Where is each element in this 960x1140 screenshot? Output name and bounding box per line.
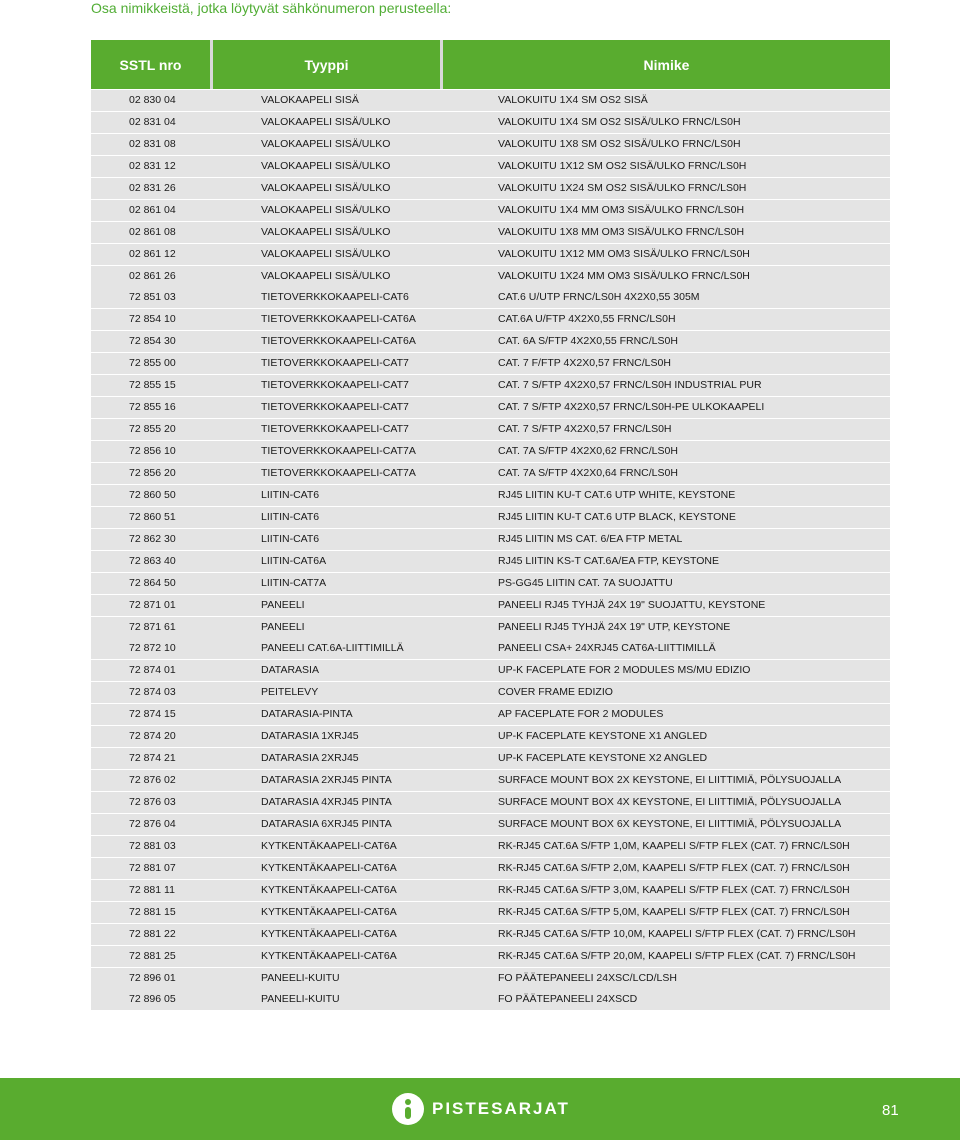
cell-sstl-nro: 72 855 00: [129, 357, 176, 370]
cell-nimike: CAT. 7A S/FTP 4X2X0,62 FRNC/LS0H: [498, 445, 678, 457]
cell-sstl-nro: 02 831 26: [129, 181, 176, 194]
cell-nimike: FO PÄÄTEPANEELI 24XSC/LCD/LSH: [498, 971, 677, 984]
cell-tyyppi: DATARASIA 2XRJ45 PINTA: [261, 774, 392, 787]
cell-nimike: RK-RJ45 CAT.6A S/FTP 1,0M, KAAPELI S/FTP FLEX (CAT. 7) FRNC/LS0H: [498, 839, 850, 852]
cell-tyyppi: TIETOVERKKOKAAPELI-CAT7A: [261, 466, 416, 479]
cell-nimike: VALOKUITU 1X12 MM OM3 SISÄ/ULKO FRNC/LS0H: [498, 247, 750, 260]
table-row: [91, 770, 890, 791]
table-row: [91, 266, 890, 287]
cell-nimike: RK-RJ45 CAT.6A S/FTP 2,0M, KAAPELI S/FTP FLEX (CAT. 7) FRNC/LS0H: [498, 861, 850, 874]
cell-tyyppi: VALOKAAPELI SISÄ/ULKO: [261, 247, 391, 260]
cell-tyyppi: LIITIN-CAT6A: [261, 554, 327, 567]
table-row: [91, 287, 890, 308]
table-row: [91, 792, 890, 813]
cell-sstl-nro: 72 874 15: [129, 708, 176, 721]
cell-nimike: RK-RJ45 CAT.6A S/FTP 10,0M, KAAPELI S/FTP FLEX (CAT. 7) FRNC/LS0H: [498, 927, 856, 940]
cell-sstl-nro: 02 861 26: [129, 269, 176, 282]
table-row: [91, 397, 890, 418]
table-row: [91, 748, 890, 769]
cell-sstl-nro: 72 874 20: [129, 730, 176, 743]
cell-tyyppi: LIITIN-CAT6: [261, 510, 320, 523]
cell-sstl-nro: 02 830 04: [129, 94, 176, 106]
cell-tyyppi: VALOKAAPELI SISÄ/ULKO: [261, 181, 391, 194]
table-row: [91, 353, 890, 374]
cell-tyyppi: DATARASIA: [261, 664, 319, 677]
cell-nimike: CAT. 7 S/FTP 4X2X0,57 FRNC/LS0H INDUSTRIAL PUR: [498, 379, 762, 392]
table-row: [91, 814, 890, 835]
cell-tyyppi: KYTKENTÄKAAPELI-CAT6A: [261, 883, 397, 896]
cell-tyyppi: LIITIN-CAT6: [261, 532, 320, 545]
table-row: [91, 682, 890, 703]
cell-tyyppi: TIETOVERKKOKAAPELI-CAT7: [261, 379, 409, 392]
cell-nimike: RJ45 LIITIN MS CAT. 6/EA FTP METAL: [498, 532, 683, 545]
cell-tyyppi: TIETOVERKKOKAAPELI-CAT7A: [261, 445, 416, 457]
cell-sstl-nro: 02 831 04: [129, 115, 176, 128]
table-row: [91, 112, 890, 133]
cell-nimike: VALOKUITU 1X4 MM OM3 SISÄ/ULKO FRNC/LS0H: [498, 203, 745, 216]
cell-nimike: SURFACE MOUNT BOX 2X KEYSTONE, EI LIITTIMIÄ, PÖLYSUOJALLA: [498, 774, 842, 787]
cell-sstl-nro: 72 881 07: [129, 861, 176, 874]
cell-tyyppi: KYTKENTÄKAAPELI-CAT6A: [261, 905, 397, 918]
table-row: [91, 638, 890, 659]
cell-sstl-nro: 72 871 01: [129, 598, 176, 611]
cell-sstl-nro: 72 874 21: [129, 752, 176, 765]
cell-sstl-nro: 72 896 05: [129, 993, 176, 1006]
cell-sstl-nro: 72 851 03: [129, 291, 176, 304]
cell-nimike: VALOKUITU 1X24 MM OM3 SISÄ/ULKO FRNC/LS0H: [498, 269, 750, 282]
cell-nimike: UP-K FACEPLATE FOR 2 MODULES MS/MU EDIZIO: [498, 664, 751, 677]
table-row: [91, 375, 890, 396]
cell-tyyppi: KYTKENTÄKAAPELI-CAT6A: [261, 949, 397, 962]
cell-sstl-nro: 72 874 03: [129, 686, 176, 699]
cell-nimike: CAT. 7A S/FTP 4X2X0,64 FRNC/LS0H: [498, 466, 678, 479]
cell-tyyppi: PANEELI: [261, 598, 305, 611]
table-row: [91, 134, 890, 155]
cell-nimike: PANEELI RJ45 TYHJÄ 24X 19" SUOJATTU, KEYSTONE: [498, 598, 766, 611]
table-row: [91, 858, 890, 879]
cell-sstl-nro: 72 881 03: [129, 839, 176, 852]
header-tyyppi: Tyyppi: [213, 40, 440, 89]
cell-tyyppi: DATARASIA 6XRJ45 PINTA: [261, 817, 392, 830]
header-nimike: Nimike: [443, 40, 890, 89]
cell-nimike: CAT. 6A S/FTP 4X2X0,55 FRNC/LS0H: [498, 335, 678, 348]
table-row: [91, 90, 890, 111]
table-row: [91, 244, 890, 265]
header-sstl-nro: SSTL nro: [91, 40, 210, 89]
cell-nimike: CAT. 7 S/FTP 4X2X0,57 FRNC/LS0H-PE ULKOKAAPELI: [498, 401, 765, 414]
table-row: [91, 880, 890, 901]
cell-nimike: VALOKUITU 1X24 SM OS2 SISÄ/ULKO FRNC/LS0H: [498, 181, 747, 194]
cell-nimike: CAT. 7 S/FTP 4X2X0,57 FRNC/LS0H: [498, 423, 672, 436]
cell-sstl-nro: 72 854 10: [129, 313, 176, 326]
cell-tyyppi: TIETOVERKKOKAAPELI-CAT7: [261, 357, 409, 370]
cell-nimike: UP-K FACEPLATE KEYSTONE X1 ANGLED: [498, 730, 708, 743]
cell-sstl-nro: 02 831 12: [129, 159, 176, 172]
cell-tyyppi: DATARASIA-PINTA: [261, 708, 353, 721]
cell-tyyppi: VALOKAAPELI SISÄ: [261, 94, 359, 106]
cell-nimike: AP FACEPLATE FOR 2 MODULES: [498, 708, 664, 721]
cell-nimike: UP-K FACEPLATE KEYSTONE X2 ANGLED: [498, 752, 708, 765]
cell-nimike: VALOKUITU 1X4 SM OS2 SISÄ: [498, 94, 648, 106]
cell-sstl-nro: 72 881 15: [129, 905, 176, 918]
table-row: [91, 156, 890, 177]
table-row: [91, 551, 890, 572]
cell-nimike: PANEELI RJ45 TYHJÄ 24X 19" UTP, KEYSTONE: [498, 620, 731, 633]
table-row: [91, 222, 890, 243]
intro-text: Osa nimikkeistä, jotka löytyvät sähkönumeron perusteella:: [91, 0, 452, 16]
cell-tyyppi: TIETOVERKKOKAAPELI-CAT6A: [261, 313, 416, 326]
table-row: [91, 704, 890, 725]
cell-nimike: VALOKUITU 1X8 MM OM3 SISÄ/ULKO FRNC/LS0H: [498, 225, 745, 238]
table-row: [91, 485, 890, 506]
cell-nimike: VALOKUITU 1X12 SM OS2 SISÄ/ULKO FRNC/LS0H: [498, 159, 747, 172]
cell-sstl-nro: 72 871 61: [129, 620, 176, 633]
brand-logo: [392, 1093, 570, 1125]
cell-sstl-nro: 72 856 20: [129, 466, 176, 479]
cell-tyyppi: LIITIN-CAT7A: [261, 576, 327, 589]
cell-tyyppi: TIETOVERKKOKAAPELI-CAT7: [261, 401, 409, 414]
cell-sstl-nro: 72 856 10: [129, 445, 176, 457]
cell-tyyppi: DATARASIA 4XRJ45 PINTA: [261, 796, 392, 808]
table-row: [91, 331, 890, 352]
page-number: 81: [882, 1102, 899, 1119]
table-row: [91, 309, 890, 330]
cell-sstl-nro: 02 861 12: [129, 247, 176, 260]
cell-tyyppi: PANEELI: [261, 620, 305, 633]
cell-tyyppi: TIETOVERKKOKAAPELI-CAT6: [261, 291, 409, 304]
table-header: [91, 40, 890, 89]
table-row: [91, 463, 890, 484]
table-row: [91, 836, 890, 857]
table-row: [91, 902, 890, 923]
table-row: [91, 573, 890, 594]
cell-sstl-nro: 72 872 10: [129, 642, 176, 655]
cell-nimike: RK-RJ45 CAT.6A S/FTP 20,0M, KAAPELI S/FTP FLEX (CAT. 7) FRNC/LS0H: [498, 949, 856, 962]
cell-tyyppi: LIITIN-CAT6: [261, 488, 320, 501]
cell-tyyppi: DATARASIA 2XRJ45: [261, 752, 359, 765]
table-row: [91, 660, 890, 681]
cell-tyyppi: VALOKAAPELI SISÄ/ULKO: [261, 203, 391, 216]
table-row: [91, 595, 890, 616]
table-row: [91, 200, 890, 221]
cell-nimike: COVER FRAME EDIZIO: [498, 686, 613, 699]
cell-nimike: RK-RJ45 CAT.6A S/FTP 3,0M, KAAPELI S/FTP FLEX (CAT. 7) FRNC/LS0H: [498, 883, 850, 896]
cell-nimike: PS-GG45 LIITIN CAT. 7A SUOJATTU: [498, 576, 673, 589]
table-row: [91, 968, 890, 989]
cell-sstl-nro: 72 863 40: [129, 554, 176, 567]
table-row: [91, 946, 890, 967]
cell-sstl-nro: 72 896 01: [129, 971, 176, 984]
cell-tyyppi: PANEELI CAT.6A-LIITTIMILLÄ: [261, 642, 404, 655]
cell-sstl-nro: 72 855 16: [129, 401, 176, 414]
table-row: [91, 726, 890, 747]
cell-tyyppi: VALOKAAPELI SISÄ/ULKO: [261, 115, 391, 128]
table-row: [91, 989, 890, 1010]
brand-name: PISTESARJAT: [432, 1099, 570, 1118]
cell-sstl-nro: 72 881 22: [129, 927, 176, 940]
cell-tyyppi: VALOKAAPELI SISÄ/ULKO: [261, 137, 391, 150]
cell-sstl-nro: 02 861 08: [129, 225, 176, 238]
footer-bar: [0, 1078, 960, 1140]
cell-nimike: VALOKUITU 1X8 SM OS2 SISÄ/ULKO FRNC/LS0H: [498, 137, 741, 150]
cell-sstl-nro: 72 881 25: [129, 949, 176, 962]
cell-nimike: CAT. 7 F/FTP 4X2X0,57 FRNC/LS0H: [498, 357, 671, 370]
cell-nimike: RJ45 LIITIN KS-T CAT.6A/EA FTP, KEYSTONE: [498, 554, 719, 567]
cell-tyyppi: TIETOVERKKOKAAPELI-CAT6A: [261, 335, 416, 348]
logo-mark-icon: [392, 1093, 424, 1125]
cell-sstl-nro: 02 861 04: [129, 203, 176, 216]
cell-sstl-nro: 72 860 51: [129, 510, 176, 523]
cell-tyyppi: VALOKAAPELI SISÄ/ULKO: [261, 225, 391, 238]
cell-sstl-nro: 72 864 50: [129, 576, 176, 589]
cell-tyyppi: DATARASIA 1XRJ45: [261, 730, 359, 743]
cell-tyyppi: PANEELI-KUITU: [261, 971, 340, 984]
cell-tyyppi: KYTKENTÄKAAPELI-CAT6A: [261, 839, 397, 852]
cell-sstl-nro: 72 862 30: [129, 532, 176, 545]
cell-nimike: RJ45 LIITIN KU-T CAT.6 UTP BLACK, KEYSTONE: [498, 510, 736, 523]
cell-nimike: FO PÄÄTEPANEELI 24XSCD: [498, 993, 638, 1006]
table-row: [91, 441, 890, 462]
table-body: [91, 90, 890, 1010]
product-table: [91, 40, 890, 1011]
cell-sstl-nro: 72 876 02: [129, 774, 176, 787]
table-row: [91, 419, 890, 440]
cell-tyyppi: KYTKENTÄKAAPELI-CAT6A: [261, 861, 397, 874]
cell-tyyppi: KYTKENTÄKAAPELI-CAT6A: [261, 927, 397, 940]
cell-tyyppi: TIETOVERKKOKAAPELI-CAT7: [261, 423, 409, 436]
cell-sstl-nro: 72 876 04: [129, 817, 176, 830]
cell-nimike: VALOKUITU 1X4 SM OS2 SISÄ/ULKO FRNC/LS0H: [498, 115, 741, 128]
cell-sstl-nro: 72 855 15: [129, 379, 176, 392]
cell-nimike: RK-RJ45 CAT.6A S/FTP 5,0M, KAAPELI S/FTP FLEX (CAT. 7) FRNC/LS0H: [498, 905, 850, 918]
cell-nimike: CAT.6A U/FTP 4X2X0,55 FRNC/LS0H: [498, 313, 676, 326]
cell-sstl-nro: 72 854 30: [129, 335, 176, 348]
table-row: [91, 507, 890, 528]
cell-sstl-nro: 72 876 03: [129, 796, 176, 808]
cell-tyyppi: PEITELEVY: [261, 686, 319, 699]
cell-sstl-nro: 72 855 20: [129, 423, 176, 436]
cell-nimike: SURFACE MOUNT BOX 6X KEYSTONE, EI LIITTIMIÄ, PÖLYSUOJALLA: [498, 817, 842, 830]
cell-tyyppi: PANEELI-KUITU: [261, 993, 340, 1006]
cell-tyyppi: VALOKAAPELI SISÄ/ULKO: [261, 269, 391, 282]
cell-tyyppi: VALOKAAPELI SISÄ/ULKO: [261, 159, 391, 172]
table-row: [91, 924, 890, 945]
cell-sstl-nro: 02 831 08: [129, 137, 176, 150]
cell-sstl-nro: 72 860 50: [129, 488, 176, 501]
cell-nimike: RJ45 LIITIN KU-T CAT.6 UTP WHITE, KEYSTONE: [498, 488, 736, 501]
cell-nimike: SURFACE MOUNT BOX 4X KEYSTONE, EI LIITTIMIÄ, PÖLYSUOJALLA: [498, 796, 842, 808]
cell-sstl-nro: 72 881 11: [129, 883, 175, 896]
cell-sstl-nro: 72 874 01: [129, 664, 176, 677]
cell-nimike: CAT.6 U/UTP FRNC/LS0H 4X2X0,55 305M: [498, 291, 700, 304]
cell-nimike: PANEELI CSA+ 24XRJ45 CAT6A-LIITTIMILLÄ: [498, 642, 716, 655]
table-row: [91, 617, 890, 638]
table-row: [91, 178, 890, 199]
table-row: [91, 529, 890, 550]
